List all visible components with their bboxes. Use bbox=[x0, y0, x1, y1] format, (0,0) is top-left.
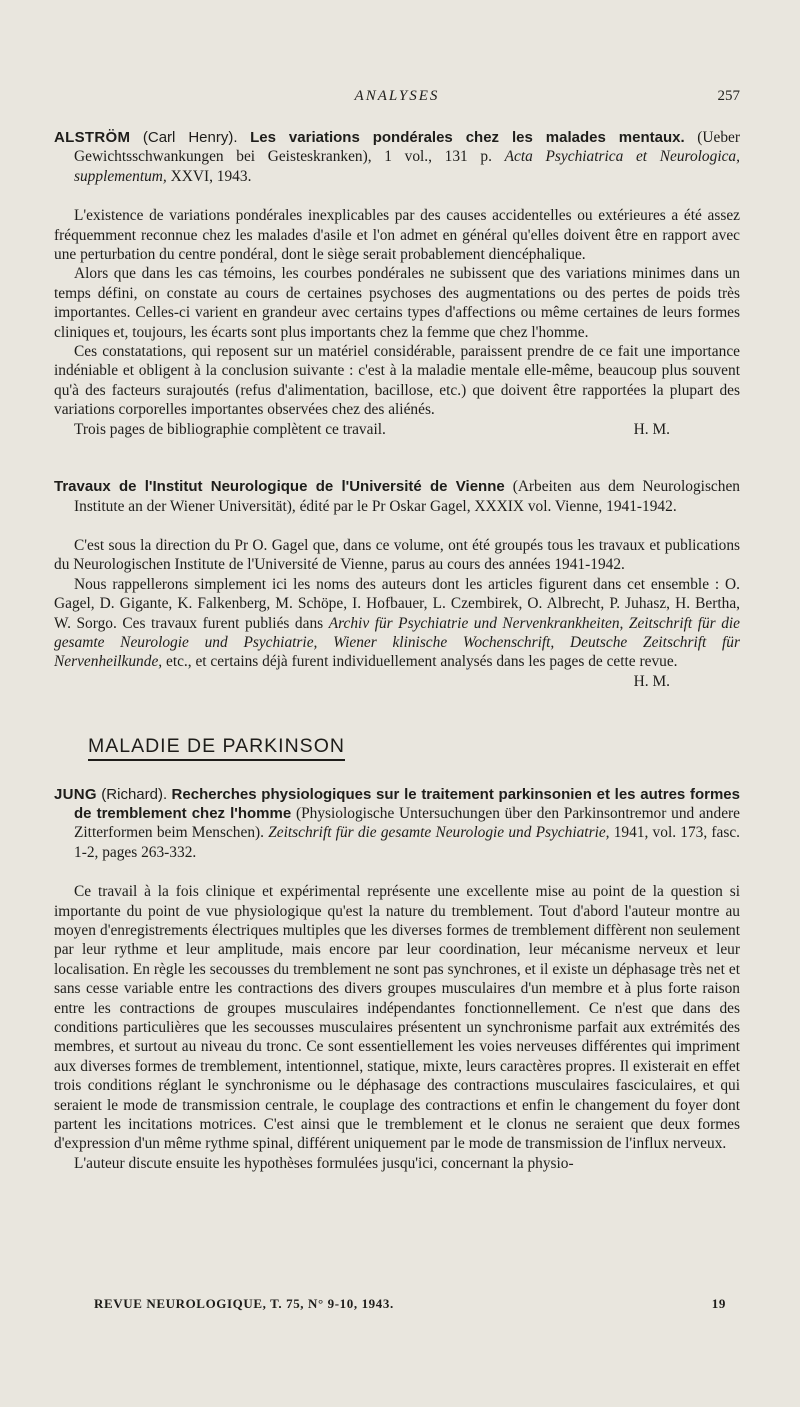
author-surname: ALSTRÖM bbox=[54, 129, 131, 146]
spacer bbox=[54, 439, 740, 477]
work-title: Les variations pondérales chez les malades mentaux. bbox=[250, 129, 685, 146]
review-vienne-header bbox=[54, 477, 740, 516]
review-jung-header bbox=[54, 785, 740, 863]
review-closing-line bbox=[54, 420, 740, 439]
running-title: ANALYSES bbox=[354, 88, 440, 104]
author-given-name: (Carl Henry). bbox=[142, 129, 238, 146]
work-title: Travaux de l'Institut Neurologique de l'Université de Vienne bbox=[54, 478, 505, 496]
citation-journal: Acta Psychiatrica et Neurologica, supplementum, bbox=[74, 148, 740, 185]
citation-journal: Zeitschrift für die gesamte Neurologie und Psychiatrie, bbox=[268, 824, 610, 842]
review-paragraph: Ces constatations, qui reposent sur un matériel considérable, paraissent prendre de ce fait une importance indéniable et obligent à la conclusion suivante : c'est à la maladie mentale elle-même, beaucoup plus souvent qu'à des facteurs surajoutés (refus d'alimentation, bacillose, etc.) que doivent être rapportées la plupart des variations corporelles importantes observées chez des aliénés. bbox=[54, 343, 740, 419]
paragraph-ending: etc., et certains déjà furent individuellement analysés dans les pages de cette revue. bbox=[165, 653, 678, 671]
review-paragraph: C'est sous la direction du Pr O. Gagel que, dans ce volume, ont été groupés tous les travaux et publications du Neurologischen Institute de l'Université de Vienne, parus au cours des années 1941-1942. bbox=[54, 536, 740, 574]
citation-original-title: (Physiologische Untersuchungen über den Parkinsontremor und andere Zitterformen beim Menschen). bbox=[74, 804, 740, 842]
review-paragraph bbox=[54, 575, 740, 672]
page-footer bbox=[94, 1296, 726, 1312]
review-paragraph: L'auteur discute ensuite les hypothèses formulées jusqu'ici, concernant la physio- bbox=[74, 1154, 574, 1172]
work-title: Recherches physiologiques sur le traitement parkinsonien et les autres formes de tremblement chez l'homme bbox=[74, 785, 740, 822]
author-surname: JUNG bbox=[54, 785, 97, 803]
closing-sentence: Trois pages de bibliographie complètent ce travail. bbox=[74, 420, 386, 438]
author-given-name: (Richard). bbox=[101, 785, 168, 803]
journals-list: Archiv für Psychiatrie und Nervenkrankheiten, Zeitschrift für die gesamte Neurologie und Psychiatrie, Wiener klinische Wochenschrift, Deutsche Zeitschrift für Nervenheilkunde, bbox=[54, 614, 740, 671]
footer-journal: REVUE NEUROLOGIQUE, T. 75, N° 9-10, 1943. bbox=[94, 1296, 394, 1311]
reviewer-signature: H. M. bbox=[633, 672, 670, 690]
spacer bbox=[54, 761, 740, 785]
review-paragraph: Ce travail à la fois clinique et expérimental représente une excellente mise au point de la question si importante du point de vue physiologique qu'est la nature du tremblement. Tout d'abord l'auteur montre au moyen d'enregistrements électriques multiples que les diverses formes de tremblement diffèrent non seulement par leur rythme et leur amplitude, mais encore par leur coordination, leur mécanisme nerveux et leur localisation. En règle les secousses du tremblement ne sont pas synchrones, et il existe un déphasage très net et sans cesse variable entre les contractions des divers groupes musculaires d'un membre et à plus forte raison entre les contractions de groupes musculaires indépendantes fonctionnellement. Ce n'est que dans des conditions particulières que les secousses musculaires présentent un synchronisme parfait aux extrémités des membres, et surtout au niveau du tronc. Ce sont essentiellement les voies nerveuses différentes qui impriment aux diverses formes de tremblement, intentionnel, statique, mixte, leurs caractères propres. Il existerait en effet trois conditions réglant le synchronisme ou le déphasage des contractions musculaires fasciculaires, et qui seraient le mode de transmission centrale, le couplage des contractions et enfin le changement du foyer dont partent les incitations motrices. C'est ainsi que le tremblement et le clonus ne seraient que deux formes d'expression d'un même rythme spinal, différent uniquement par le mode de transmission de l'influx nerveux. bbox=[54, 883, 740, 1153]
review-paragraph: Alors que dans les cas témoins, les courbes pondérales ne subissent que des variations minimes dans un temps défini, on constate au cours de certaines psychoses des augmentations ou des pertes de poids très importantes. Celles-ci varient en grandeur avec certains types d'affections ou même certaines de leurs formes cliniques et, toujours, les écarts sont plus importants chez la femme que chez l'homme. bbox=[54, 265, 740, 341]
page-body bbox=[54, 128, 740, 1173]
section-heading: MALADIE DE PARKINSON bbox=[88, 737, 345, 760]
citation: (Arbeiten aus dem Neurologischen Institute an der Wiener Universität), édité par le Pr Oskar Gagel, XXXIX vol. Vienne, 1941-1942. bbox=[74, 478, 740, 515]
sheet-number: 19 bbox=[711, 1296, 726, 1311]
citation-original-title: (Ueber Gewichtsschwankungen bei Geisteskranken), 1 vol., 131 p. bbox=[74, 129, 740, 166]
reviewer-signature: H. M. bbox=[633, 420, 670, 438]
citation-volume: XXVI, 1943. bbox=[170, 167, 252, 185]
review-alstrom-header bbox=[54, 128, 740, 186]
running-head bbox=[54, 88, 740, 112]
authors-list: Nous rappellerons simplement ici les noms des auteurs dont les articles figurent dans cet ensemble : O. Gagel, D. Gigante, K. Falkenberg, M. Schöpe, I. Hofbauer, L. Czembirek, O. Albrecht, P. Juhasz, H. Bertha, W. Sorgo. Ces travaux furent publiés dans bbox=[54, 575, 740, 632]
review-paragraph: L'existence de variations pondérales inexplicables par des causes accidentelles ou extérieures a été assez fréquemment reconnue chez les malades d'asile et l'on admet en général qu'elles doivent être en rapport avec une perturbation du centre pondéral, dont le siège serait probablement diencéphalique. bbox=[54, 207, 740, 264]
page-number: 257 bbox=[717, 88, 740, 104]
citation-volume: 1941, vol. 173, fasc. 1-2, pages 263-332. bbox=[74, 824, 741, 861]
